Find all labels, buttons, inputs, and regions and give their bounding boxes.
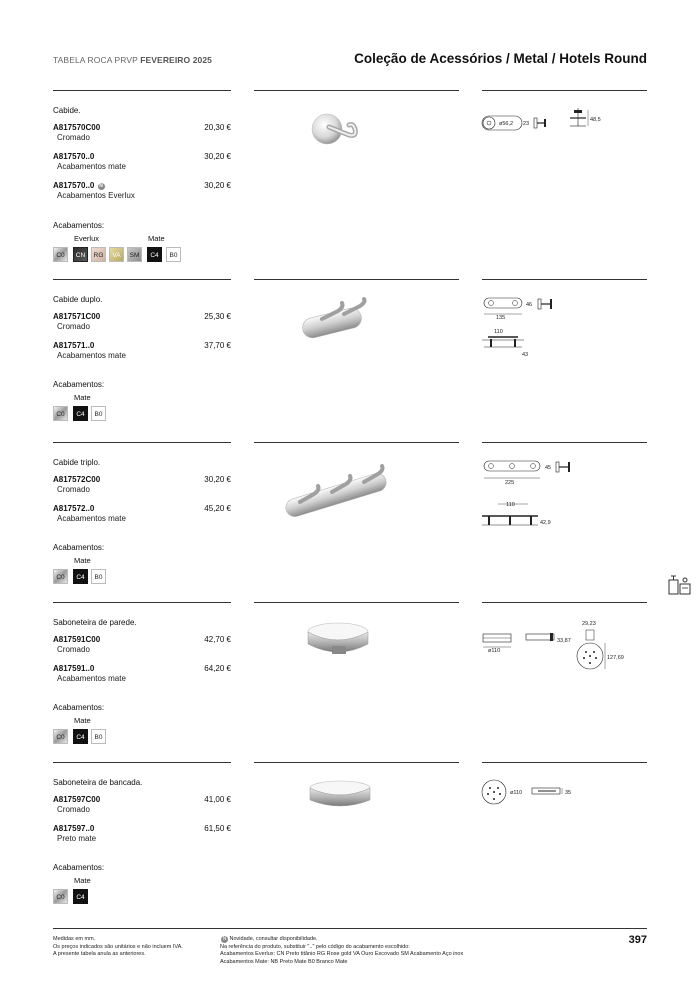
novidade-badge-icon: N bbox=[99, 183, 103, 189]
dimension-label: ø110 bbox=[488, 648, 501, 654]
price-row bbox=[53, 123, 231, 145]
product-code: A817571C00 bbox=[53, 312, 101, 321]
product-code: A817591..0 bbox=[53, 664, 95, 673]
dimension-label: 45 bbox=[545, 465, 552, 471]
price-row bbox=[53, 795, 231, 817]
divider bbox=[53, 279, 231, 280]
divider bbox=[254, 602, 459, 603]
finish-swatch-c4: C4 bbox=[73, 406, 88, 421]
price-row bbox=[53, 504, 231, 526]
product-code: A817570..0 bbox=[53, 181, 95, 190]
finish-swatch-rg: RG bbox=[91, 247, 106, 262]
divider bbox=[482, 442, 647, 443]
finish-swatch-c0: C0 bbox=[53, 247, 68, 262]
product-image-wall-soap-dish bbox=[302, 620, 374, 660]
product-price: 25,30 € bbox=[204, 312, 231, 321]
divider bbox=[482, 90, 647, 91]
finish-swatch-c0: C0 bbox=[53, 406, 68, 421]
technical-drawing bbox=[480, 778, 590, 808]
product-price: 30,20 € bbox=[204, 181, 231, 190]
mate-group-label: Mate bbox=[74, 393, 91, 402]
divider bbox=[254, 762, 459, 763]
product-finish: Preto mate bbox=[57, 834, 97, 843]
product-code: A817570C00 bbox=[53, 123, 101, 132]
product-finish: Acabamentos Everlux bbox=[57, 191, 135, 200]
footer-legend-text: Acabamentos Mate: NB Preto Mate B0 Branco Mate bbox=[220, 958, 348, 965]
finish-swatch-b0: B0 bbox=[91, 406, 106, 421]
divider bbox=[254, 442, 459, 443]
price-row bbox=[53, 341, 231, 363]
divider bbox=[482, 762, 647, 763]
footer-note: Medidas em mm. bbox=[53, 936, 96, 942]
product-code: A817597C00 bbox=[53, 795, 101, 804]
dimension-label: 225 bbox=[505, 480, 515, 486]
price-row bbox=[53, 664, 231, 686]
product-finish: Cromado bbox=[57, 805, 90, 814]
technical-drawing bbox=[478, 104, 608, 134]
product-finish: Acabamentos mate bbox=[57, 674, 126, 683]
page-title: Coleção de Acessórios / Metal / Hotels Round bbox=[354, 51, 647, 66]
product-code: A817570..0 bbox=[53, 152, 95, 161]
product-finish: Cromado bbox=[57, 645, 90, 654]
footer-note: A presente tabela anula as anteriores. bbox=[53, 951, 146, 957]
catalog-header bbox=[53, 55, 212, 65]
dimension-label: ø110 bbox=[510, 790, 523, 796]
dimension-label: 110 bbox=[506, 502, 515, 508]
price-row bbox=[53, 152, 231, 174]
finishes-label: Acabamentos: bbox=[53, 703, 105, 712]
footer-legend-text: Na referência do produto, substituir ".." pelo código do acabamento escolhido: bbox=[220, 943, 410, 950]
divider bbox=[53, 90, 231, 91]
finish-swatch-c4: C4 bbox=[73, 729, 88, 744]
product-price: 37,70 € bbox=[204, 341, 231, 350]
product-code: A817571..0 bbox=[53, 341, 95, 350]
dimension-label: 48,5 bbox=[590, 117, 601, 123]
product-code-wrapper bbox=[53, 181, 105, 190]
dimension-label: 35 bbox=[565, 790, 572, 796]
product-finish: Acabamentos mate bbox=[57, 351, 126, 360]
finishes-label: Acabamentos: bbox=[53, 380, 105, 389]
finish-swatch-c4: C4 bbox=[73, 569, 88, 584]
product-finish: Cromado bbox=[57, 322, 90, 331]
product-finish: Cromado bbox=[57, 133, 90, 142]
price-row bbox=[53, 824, 231, 846]
mate-group-label: Mate bbox=[148, 234, 165, 243]
finish-swatch-c0: C0 bbox=[53, 569, 68, 584]
dimension-label: 127,69 bbox=[607, 655, 624, 661]
product-price: 61,50 € bbox=[204, 824, 231, 833]
catalog-header-prefix: TABELA ROCA PRVP bbox=[53, 55, 141, 65]
product-price: 45,20 € bbox=[204, 504, 231, 513]
dimension-label: ø56,2 bbox=[499, 121, 514, 127]
finish-swatch-b0: B0 bbox=[166, 247, 181, 262]
product-title: Saboneteira de bancada. bbox=[53, 778, 143, 787]
finishes-label: Acabamentos: bbox=[53, 221, 105, 230]
product-code: A817572..0 bbox=[53, 504, 95, 513]
finishes-label: Acabamentos: bbox=[53, 863, 105, 872]
finish-swatch-cn: CN bbox=[73, 247, 88, 262]
divider bbox=[254, 279, 459, 280]
product-price: 30,20 € bbox=[204, 152, 231, 161]
footer-legend-text: Novidade, consultar disponibilidade. bbox=[229, 936, 318, 942]
novidade-badge-icon: N bbox=[222, 936, 227, 942]
product-title: Cabide. bbox=[53, 106, 81, 115]
footer-legend-text: Acabamentos Everlux: CN Preto titânio RG Rose gold VA Ouro Escovado SM Acabamento Aço inox bbox=[220, 951, 464, 957]
footer-divider bbox=[53, 928, 647, 929]
dimension-label: 110 bbox=[494, 329, 503, 335]
divider bbox=[53, 602, 231, 603]
finishes-label: Acabamentos: bbox=[53, 543, 105, 552]
product-code: A817572C00 bbox=[53, 475, 101, 484]
mate-group-label: Mate bbox=[74, 556, 91, 565]
product-price: 64,20 € bbox=[204, 664, 231, 673]
footer-note: Os preços indicados são unitários e não incluem IVA. bbox=[53, 943, 183, 950]
divider bbox=[53, 762, 231, 763]
dimension-label: 42,9 bbox=[540, 520, 551, 526]
dimension-label: 43 bbox=[522, 352, 529, 358]
price-row bbox=[53, 181, 231, 203]
finish-swatch-b0: B0 bbox=[91, 729, 106, 744]
dimension-label: 46 bbox=[526, 302, 533, 308]
product-code: A817591C00 bbox=[53, 635, 101, 644]
technical-drawing bbox=[480, 616, 630, 676]
dimension-label: 23 bbox=[523, 121, 530, 127]
product-image-countertop-soap-dish bbox=[305, 778, 375, 812]
bathroom-accessories-icon bbox=[667, 574, 693, 596]
product-code: A817597..0 bbox=[53, 824, 95, 833]
footer-legend-novidade bbox=[220, 936, 463, 944]
product-finish: Acabamentos mate bbox=[57, 162, 126, 171]
mate-group-label: Mate bbox=[74, 716, 91, 725]
product-price: 41,00 € bbox=[204, 795, 231, 804]
product-price: 42,70 € bbox=[204, 635, 231, 644]
catalog-header-date: FEVEREIRO 2025 bbox=[140, 55, 213, 65]
product-price: 30,20 € bbox=[204, 475, 231, 484]
divider bbox=[53, 442, 231, 443]
product-image-double-hook bbox=[298, 297, 378, 342]
dimension-label: 33,87 bbox=[557, 638, 571, 644]
finish-swatch-sm: SM bbox=[127, 247, 142, 262]
product-finish: Acabamentos mate bbox=[57, 514, 126, 523]
finish-swatch-va: VA bbox=[109, 247, 124, 262]
footer-notes bbox=[53, 936, 183, 959]
product-finish: Cromado bbox=[57, 485, 90, 494]
price-row bbox=[53, 635, 231, 657]
finish-swatch-b0: B0 bbox=[91, 569, 106, 584]
everlux-group-label: Everlux bbox=[74, 234, 100, 243]
dimension-label: 29,23 bbox=[582, 621, 596, 627]
product-image-robe-hook bbox=[305, 105, 365, 150]
page-number: 397 bbox=[628, 934, 647, 946]
product-price: 20,30 € bbox=[204, 123, 231, 132]
mate-group-label: Mate bbox=[74, 876, 91, 885]
divider bbox=[482, 602, 647, 603]
divider bbox=[254, 90, 459, 91]
divider bbox=[482, 279, 647, 280]
finish-swatch-c4: C4 bbox=[73, 889, 88, 904]
product-title: Cabide triplo. bbox=[53, 458, 101, 467]
technical-drawing bbox=[480, 295, 610, 360]
dimension-label: 135 bbox=[496, 315, 506, 321]
price-row bbox=[53, 312, 231, 334]
finish-swatch-c4: C4 bbox=[147, 247, 162, 262]
product-title: Saboneteira de parede. bbox=[53, 618, 137, 627]
finish-swatch-c0: C0 bbox=[53, 889, 68, 904]
price-row bbox=[53, 475, 231, 497]
technical-drawing bbox=[480, 458, 610, 536]
footer-legend bbox=[220, 936, 463, 966]
finish-swatch-c0: C0 bbox=[53, 729, 68, 744]
product-title: Cabide duplo. bbox=[53, 295, 103, 304]
product-image-triple-hook bbox=[280, 462, 398, 520]
